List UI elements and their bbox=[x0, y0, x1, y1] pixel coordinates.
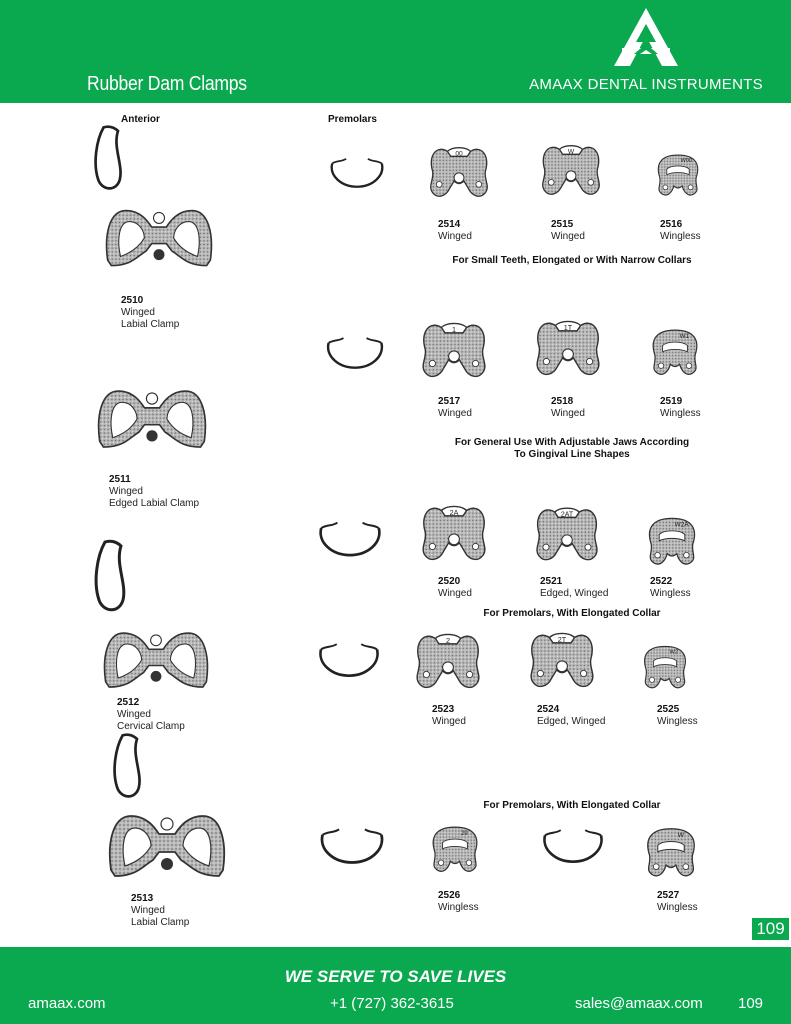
section-title: Rubber Dam Clamps bbox=[87, 73, 247, 95]
page-header bbox=[0, 0, 791, 103]
clamp-bow-image bbox=[538, 822, 608, 868]
clamp-desc: Labial Clamp bbox=[131, 917, 190, 928]
clamp-stamp: 2T bbox=[557, 635, 567, 644]
clamp-bow-image bbox=[326, 148, 388, 196]
clamp-code: 2524 bbox=[537, 704, 560, 715]
caption-2516 bbox=[660, 219, 701, 243]
clamp-bow-image bbox=[322, 328, 388, 376]
caption-2512 bbox=[117, 697, 185, 733]
clamp-2515-image bbox=[538, 134, 604, 206]
clamp-code: 2514 bbox=[438, 219, 461, 230]
caption-2522 bbox=[650, 576, 691, 600]
clamp-code: 2513 bbox=[131, 893, 154, 904]
clamp-stamp: 1 bbox=[452, 325, 456, 334]
footer-website-link[interactable]: amaax.com bbox=[28, 995, 106, 1012]
clamp-code: 2515 bbox=[551, 219, 574, 230]
note-premolars-collar-2: For Premolars, With Elongated Collar bbox=[483, 800, 661, 811]
clamp-code: 2521 bbox=[540, 576, 563, 587]
clamp-2523-image bbox=[412, 624, 484, 698]
clamp-2511-image bbox=[96, 386, 208, 454]
clamp-code: 2510 bbox=[121, 295, 144, 306]
clamp-code: 2511 bbox=[109, 474, 131, 485]
page-footer bbox=[0, 947, 791, 1024]
clamp-type: Winged bbox=[438, 231, 472, 242]
brand-name: AMAAX DENTAL INSTRUMENTS bbox=[529, 76, 763, 93]
clamp-2526-image bbox=[424, 816, 486, 880]
clamp-type: Winged bbox=[432, 716, 466, 727]
clamp-2521-image bbox=[532, 496, 602, 572]
caption-2515 bbox=[551, 219, 585, 243]
clamp-code: 2512 bbox=[117, 697, 140, 708]
caption-2513 bbox=[131, 893, 189, 929]
clamp-stamp: 00 bbox=[455, 150, 463, 158]
note-premolars-collar: For Premolars, With Elongated Collar bbox=[483, 608, 661, 619]
clamp-type: Edged, Winged bbox=[540, 588, 609, 599]
clamp-code: 2523 bbox=[432, 704, 455, 715]
clamp-type: Wingless bbox=[660, 231, 701, 242]
clamp-stamp: W bbox=[677, 831, 685, 839]
clamp-bow-image bbox=[314, 514, 386, 562]
clamp-stamp: 2 bbox=[446, 636, 450, 645]
clamp-2510-bow-image bbox=[88, 122, 130, 194]
clamp-bow-image bbox=[314, 636, 384, 682]
amaax-logo-icon bbox=[612, 6, 680, 70]
footer-email-link[interactable]: sales@amaax.com bbox=[575, 995, 703, 1012]
clamp-code: 2517 bbox=[438, 396, 461, 407]
clamp-2519-image bbox=[644, 318, 706, 384]
clamp-type: Edged, Winged bbox=[537, 716, 606, 727]
clamp-type: Wingless bbox=[657, 716, 698, 727]
clamp-desc: Labial Clamp bbox=[121, 319, 180, 330]
clamp-desc: Cervical Clamp bbox=[117, 721, 185, 732]
clamp-type: Winged bbox=[117, 709, 151, 720]
clamp-type: Winged bbox=[438, 588, 472, 599]
clamp-type: Winged bbox=[551, 231, 585, 242]
clamp-type: Wingless bbox=[657, 902, 698, 913]
caption-2511 bbox=[109, 474, 199, 510]
clamp-stamp: W2A bbox=[674, 521, 689, 529]
clamp-bow-image bbox=[314, 822, 390, 868]
clamp-2514-image bbox=[426, 136, 492, 208]
column-header-premolars: Premolars bbox=[328, 114, 377, 125]
page-number-badge: 109 bbox=[752, 918, 789, 940]
clamp-stamp: 2A bbox=[449, 508, 459, 517]
clamp-type: Wingless bbox=[438, 902, 479, 913]
clamp-code: 2516 bbox=[660, 219, 683, 230]
clamp-code: 2527 bbox=[657, 890, 680, 901]
clamp-code: 2525 bbox=[657, 704, 680, 715]
caption-2521 bbox=[540, 576, 608, 600]
clamp-type: Winged bbox=[109, 486, 143, 497]
clamp-stamp: 1T bbox=[563, 323, 573, 332]
clamp-desc: Edged Labial Clamp bbox=[109, 498, 200, 509]
note-general-use bbox=[420, 437, 724, 461]
clamp-stamp: W bbox=[567, 148, 575, 156]
clamp-2520-image bbox=[418, 494, 490, 572]
footer-page-number: 109 bbox=[738, 995, 764, 1012]
clamp-code: 2519 bbox=[660, 396, 683, 407]
column-header-anterior: Anterior bbox=[121, 114, 160, 125]
caption-2527 bbox=[657, 890, 698, 914]
note-small-teeth: For Small Teeth, Elongated or With Narrow Collars bbox=[452, 255, 692, 266]
clamp-code: 2518 bbox=[551, 396, 574, 407]
clamp-stamp: W1 bbox=[679, 332, 689, 340]
clamp-code: 2522 bbox=[650, 576, 673, 587]
clamp-code: 2520 bbox=[438, 576, 461, 587]
clamp-stamp: 2AT bbox=[560, 511, 574, 519]
clamp-type: Winged bbox=[131, 905, 165, 916]
clamp-2518-image bbox=[532, 310, 604, 386]
caption-2520 bbox=[438, 576, 472, 600]
caption-2510 bbox=[121, 295, 179, 331]
caption-2518 bbox=[551, 396, 585, 420]
note-general-use-line1: For General Use With Adjustable Jaws According bbox=[454, 437, 690, 448]
clamp-type: Wingless bbox=[650, 588, 691, 599]
clamp-type: Winged bbox=[121, 307, 155, 318]
clamp-2525-image bbox=[636, 634, 694, 698]
note-general-use-line2: To Gingival Line Shapes bbox=[514, 449, 630, 460]
clamp-stamp: W00 bbox=[680, 158, 693, 165]
clamp-stamp: 29 bbox=[460, 829, 468, 837]
clamp-2517-image bbox=[418, 314, 490, 386]
footer-slogan: WE SERVE TO SAVE LIVES bbox=[284, 967, 507, 986]
clamp-2512-image bbox=[102, 626, 210, 696]
clamp-type: Wingless bbox=[660, 408, 701, 419]
clamp-2513-bow-image bbox=[106, 730, 150, 802]
clamp-code: 2526 bbox=[438, 890, 461, 901]
footer-phone[interactable]: +1 (727) 362-3615 bbox=[330, 995, 454, 1012]
clamp-type: Winged bbox=[551, 408, 585, 419]
clamp-stamp: W2 bbox=[669, 649, 679, 656]
caption-2525 bbox=[657, 704, 698, 728]
caption-2517 bbox=[438, 396, 472, 420]
clamp-type: Winged bbox=[438, 408, 472, 419]
clamp-2516-image bbox=[650, 144, 706, 204]
clamp-2513-image bbox=[106, 812, 228, 882]
caption-2524 bbox=[537, 704, 605, 728]
clamp-2512-bow-image bbox=[86, 536, 136, 616]
clamp-2527-image bbox=[638, 818, 704, 884]
caption-2514 bbox=[438, 219, 472, 243]
caption-2526 bbox=[438, 890, 479, 914]
clamp-2524-image bbox=[526, 622, 598, 698]
caption-2523 bbox=[432, 704, 466, 728]
caption-2519 bbox=[660, 396, 701, 420]
clamp-2510-image bbox=[104, 206, 214, 272]
clamp-2522-image bbox=[640, 506, 704, 574]
